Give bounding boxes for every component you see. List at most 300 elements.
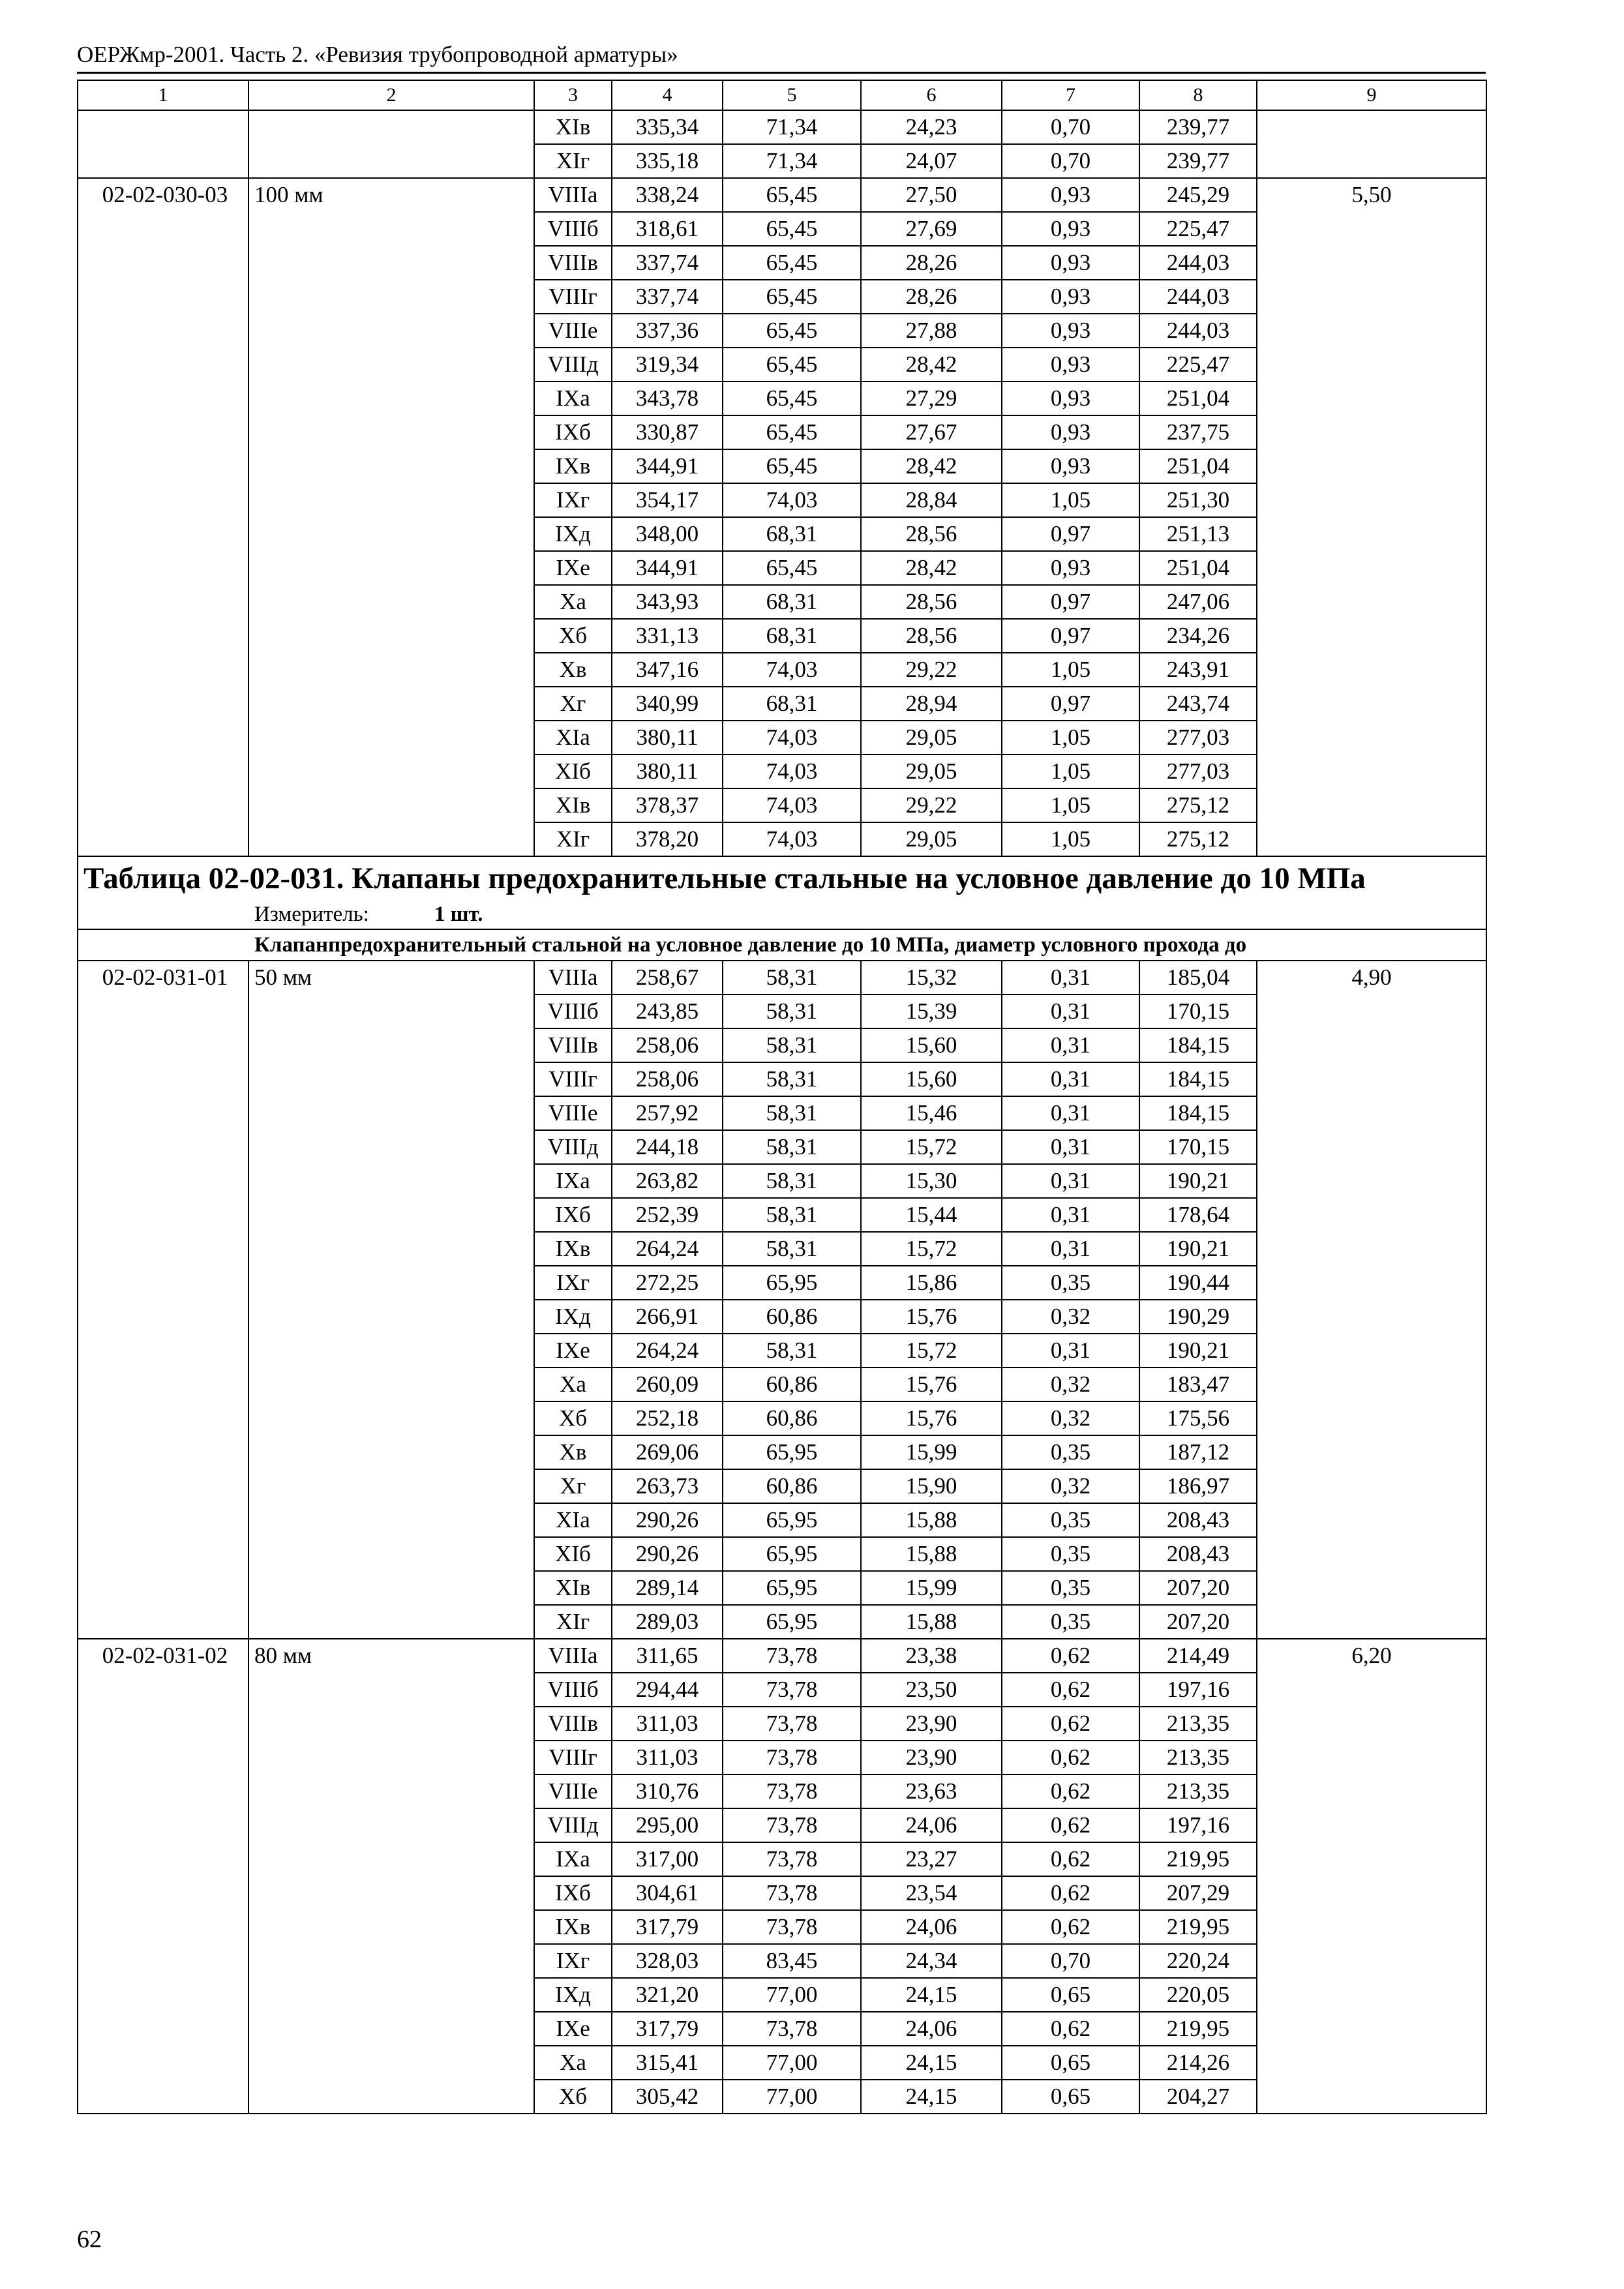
column-number: 6 [861,80,1002,110]
column-number: 7 [1002,80,1139,110]
value-cell: 277,03 [1139,755,1257,788]
value-cell: 29,05 [861,822,1002,856]
value-cell: 1,05 [1002,721,1139,755]
zone-cell: IXг [534,1266,612,1300]
value-cell: 24,06 [861,2012,1002,2046]
value-cell: 243,91 [1139,653,1257,687]
value-cell: 0,97 [1002,517,1139,551]
value-cell: 73,78 [723,1741,861,1774]
value-cell: 24,06 [861,1910,1002,1944]
value-cell: 74,03 [723,755,861,788]
value-cell: 251,04 [1139,449,1257,483]
value-cell: 243,74 [1139,687,1257,721]
value-cell: 340,99 [612,687,723,721]
zone-cell: Xв [534,1435,612,1469]
zone-cell: Xа [534,585,612,619]
value-cell: 0,97 [1002,585,1139,619]
value-cell: 23,90 [861,1707,1002,1741]
table-title-row [78,856,1486,900]
value-cell: 225,47 [1139,212,1257,246]
value-cell: 380,11 [612,721,723,755]
value-cell: 65,95 [723,1266,861,1300]
value-cell: 243,85 [612,995,723,1028]
weight-cell: 6,20 [1257,1639,1486,2114]
diameter: 50 мм [248,961,534,1639]
value-cell: 1,05 [1002,788,1139,822]
value-cell: 0,70 [1002,110,1139,144]
zone-cell: VIIIа [534,178,612,212]
zone-cell: VIIIе [534,1096,612,1130]
table-row [78,178,1486,212]
value-cell: 74,03 [723,788,861,822]
value-cell: 225,47 [1139,348,1257,382]
zone-cell: Xг [534,1469,612,1503]
rate-code: 02-02-031-02 [78,1639,248,2114]
value-cell: 0,65 [1002,1978,1139,2012]
value-cell: 0,35 [1002,1605,1139,1639]
value-cell: 58,31 [723,1164,861,1198]
value-cell: 244,03 [1139,314,1257,348]
value-cell: 354,17 [612,483,723,517]
value-cell: 0,62 [1002,1842,1139,1876]
column-number-row [78,80,1486,110]
value-cell: 0,32 [1002,1300,1139,1334]
value-cell: 305,42 [612,2080,723,2114]
value-cell: 263,73 [612,1469,723,1503]
value-cell: 258,06 [612,1028,723,1062]
value-cell: 0,93 [1002,449,1139,483]
value-cell: 83,45 [723,1944,861,1978]
value-cell: 73,78 [723,1774,861,1808]
value-cell: 74,03 [723,822,861,856]
value-cell: 244,18 [612,1130,723,1164]
value-cell: 23,90 [861,1741,1002,1774]
value-cell: 251,13 [1139,517,1257,551]
value-cell: 65,45 [723,178,861,212]
value-cell: 0,62 [1002,2012,1139,2046]
zone-cell: VIIIд [534,1808,612,1842]
value-cell: 234,26 [1139,619,1257,653]
measure-value: 1 шт. [434,903,483,926]
value-cell: 213,35 [1139,1774,1257,1808]
table-row [78,110,1486,144]
value-cell: 27,88 [861,314,1002,348]
value-cell: 264,24 [612,1232,723,1266]
value-cell: 251,04 [1139,382,1257,415]
value-cell: 65,95 [723,1571,861,1605]
value-cell: 0,31 [1002,995,1139,1028]
value-cell: 0,35 [1002,1503,1139,1537]
value-cell: 337,36 [612,314,723,348]
value-cell: 65,45 [723,246,861,280]
value-cell: 0,35 [1002,1537,1139,1571]
value-cell: 60,86 [723,1401,861,1435]
value-cell: 220,24 [1139,1944,1257,1978]
value-cell: 0,35 [1002,1266,1139,1300]
value-cell: 187,12 [1139,1435,1257,1469]
value-cell: 328,03 [612,1944,723,1978]
value-cell: 213,35 [1139,1741,1257,1774]
value-cell: 343,93 [612,585,723,619]
zone-cell: IXд [534,1978,612,2012]
description: Клапанпредохранительный стальной на условное давление до 10 МПа, диаметр условного прохода до [78,929,1486,961]
value-cell: 29,05 [861,721,1002,755]
measure-label: Измеритель: [254,903,369,926]
value-cell: 321,20 [612,1978,723,2012]
value-cell: 175,56 [1139,1401,1257,1435]
value-cell: 220,05 [1139,1978,1257,2012]
value-cell: 28,26 [861,280,1002,314]
value-cell: 65,95 [723,1605,861,1639]
value-cell: 24,34 [861,1944,1002,1978]
value-cell: 331,13 [612,619,723,653]
value-cell: 60,86 [723,1469,861,1503]
diameter: 80 мм [248,1639,534,2114]
zone-cell: VIIIг [534,1741,612,1774]
value-cell: 0,32 [1002,1401,1139,1435]
column-number: 2 [248,80,534,110]
value-cell: 258,06 [612,1062,723,1096]
value-cell: 244,03 [1139,246,1257,280]
value-cell: 0,93 [1002,551,1139,585]
zone-cell: IXб [534,1198,612,1232]
value-cell: 65,95 [723,1435,861,1469]
value-cell: 311,65 [612,1639,723,1673]
value-cell: 239,77 [1139,144,1257,178]
value-cell: 184,15 [1139,1096,1257,1130]
value-cell: 71,34 [723,110,861,144]
value-cell: 68,31 [723,687,861,721]
value-cell: 1,05 [1002,483,1139,517]
value-cell: 15,90 [861,1469,1002,1503]
value-cell: 15,60 [861,1062,1002,1096]
value-cell: 0,65 [1002,2080,1139,2114]
zone-cell: IXа [534,1164,612,1198]
value-cell: 289,14 [612,1571,723,1605]
value-cell: 244,03 [1139,280,1257,314]
value-cell: 263,82 [612,1164,723,1198]
value-cell: 15,99 [861,1435,1002,1469]
value-cell: 73,78 [723,1876,861,1910]
rates-table [77,80,1487,2114]
value-cell: 0,31 [1002,1232,1139,1266]
rate-code: 02-02-031-01 [78,961,248,1639]
value-cell: 266,91 [612,1300,723,1334]
value-cell: 208,43 [1139,1537,1257,1571]
value-cell: 0,32 [1002,1469,1139,1503]
value-cell: 289,03 [612,1605,723,1639]
value-cell: 251,04 [1139,551,1257,585]
value-cell: 15,46 [861,1096,1002,1130]
value-cell: 15,86 [861,1266,1002,1300]
value-cell: 15,88 [861,1503,1002,1537]
value-cell: 0,35 [1002,1435,1139,1469]
value-cell: 29,05 [861,755,1002,788]
value-cell: 0,62 [1002,1876,1139,1910]
value-cell: 74,03 [723,483,861,517]
value-cell: 178,64 [1139,1198,1257,1232]
value-cell: 28,26 [861,246,1002,280]
value-cell: 27,29 [861,382,1002,415]
value-cell: 0,93 [1002,415,1139,449]
value-cell: 68,31 [723,585,861,619]
weight-cell: 4,90 [1257,961,1486,1639]
value-cell: 65,45 [723,551,861,585]
zone-cell: XIа [534,1503,612,1537]
value-cell: 0,97 [1002,619,1139,653]
value-cell: 1,05 [1002,653,1139,687]
measure-cell [78,900,1486,929]
value-cell: 204,27 [1139,2080,1257,2114]
description-row [78,929,1486,961]
value-cell: 0,70 [1002,144,1139,178]
zone-cell: VIIIа [534,1639,612,1673]
zone-cell: XIг [534,144,612,178]
value-cell: 15,44 [861,1198,1002,1232]
value-cell: 58,31 [723,1334,861,1368]
value-cell: 257,92 [612,1096,723,1130]
value-cell: 60,86 [723,1368,861,1401]
value-cell: 310,76 [612,1774,723,1808]
table-title-block [78,856,1486,961]
zone-cell: XIв [534,1571,612,1605]
value-cell: 74,03 [723,721,861,755]
column-number: 4 [612,80,723,110]
value-cell: 0,31 [1002,1130,1139,1164]
zone-cell: VIIIа [534,961,612,995]
value-cell: 0,93 [1002,178,1139,212]
diameter [248,110,534,178]
header-rule [77,72,1486,74]
value-cell: 28,84 [861,483,1002,517]
value-cell: 15,30 [861,1164,1002,1198]
value-cell: 185,04 [1139,961,1257,995]
value-cell: 186,97 [1139,1469,1257,1503]
zone-cell: VIIIв [534,1707,612,1741]
column-number: 5 [723,80,861,110]
value-cell: 0,62 [1002,1774,1139,1808]
value-cell: 190,21 [1139,1334,1257,1368]
zone-cell: IXа [534,1842,612,1876]
value-cell: 77,00 [723,2046,861,2080]
value-cell: 184,15 [1139,1062,1257,1096]
value-cell: 214,49 [1139,1639,1257,1673]
value-cell: 304,61 [612,1876,723,1910]
value-cell: 258,67 [612,961,723,995]
value-cell: 269,06 [612,1435,723,1469]
table-row [78,1639,1486,1673]
value-cell: 0,31 [1002,1164,1139,1198]
value-cell: 27,50 [861,178,1002,212]
value-cell: 311,03 [612,1741,723,1774]
document-header: ОЕРЖмр-2001. Часть 2. «Ревизия трубопроводной арматуры» [77,42,678,67]
value-cell: 275,12 [1139,788,1257,822]
value-cell: 184,15 [1139,1028,1257,1062]
zone-cell: IXв [534,1232,612,1266]
zone-cell: IXе [534,2012,612,2046]
value-cell: 77,00 [723,2080,861,2114]
value-cell: 0,62 [1002,1639,1139,1673]
value-cell: 29,22 [861,653,1002,687]
value-cell: 272,25 [612,1266,723,1300]
value-cell: 348,00 [612,517,723,551]
zone-cell: VIIIг [534,280,612,314]
value-cell: 24,15 [861,2046,1002,2080]
value-cell: 58,31 [723,1062,861,1096]
value-cell: 73,78 [723,1910,861,1944]
value-cell: 74,03 [723,653,861,687]
value-cell: 290,26 [612,1537,723,1571]
value-cell: 311,03 [612,1707,723,1741]
value-cell: 27,67 [861,415,1002,449]
value-cell: 65,95 [723,1537,861,1571]
value-cell: 0,62 [1002,1673,1139,1707]
zone-cell: XIв [534,788,612,822]
value-cell: 65,45 [723,415,861,449]
value-cell: 23,27 [861,1842,1002,1876]
value-cell: 318,61 [612,212,723,246]
value-cell: 15,72 [861,1334,1002,1368]
value-cell: 0,93 [1002,314,1139,348]
value-cell: 28,56 [861,517,1002,551]
table-title: Таблица 02-02-031. Клапаны предохранительные стальные на условное давление до 10 МПа [78,856,1486,900]
value-cell: 24,15 [861,2080,1002,2114]
value-cell: 77,00 [723,1978,861,2012]
value-cell: 317,79 [612,1910,723,1944]
zone-cell: XIг [534,1605,612,1639]
value-cell: 58,31 [723,1096,861,1130]
measure-row [78,900,1486,929]
value-cell: 0,31 [1002,1334,1139,1368]
value-cell: 170,15 [1139,1130,1257,1164]
value-cell: 15,32 [861,961,1002,995]
value-cell: 0,35 [1002,1571,1139,1605]
value-cell: 15,88 [861,1605,1002,1639]
zone-cell: Xб [534,2080,612,2114]
zone-cell: IXд [534,517,612,551]
value-cell: 15,76 [861,1300,1002,1334]
rate-code [78,110,248,178]
value-cell: 65,95 [723,1503,861,1537]
value-cell: 190,21 [1139,1232,1257,1266]
value-cell: 73,78 [723,1808,861,1842]
value-cell: 237,75 [1139,415,1257,449]
value-cell: 219,95 [1139,2012,1257,2046]
value-cell: 245,29 [1139,178,1257,212]
value-cell: 24,23 [861,110,1002,144]
column-number: 9 [1257,80,1486,110]
value-cell: 65,45 [723,314,861,348]
zone-cell: XIг [534,822,612,856]
weight-cell [1257,110,1486,178]
value-cell: 239,77 [1139,110,1257,144]
value-cell: 335,34 [612,110,723,144]
value-cell: 0,62 [1002,1707,1139,1741]
value-cell: 65,45 [723,382,861,415]
value-cell: 28,42 [861,348,1002,382]
value-cell: 24,06 [861,1808,1002,1842]
value-cell: 0,93 [1002,212,1139,246]
zone-cell: IXд [534,1300,612,1334]
value-cell: 337,74 [612,280,723,314]
zone-cell: VIIIб [534,1673,612,1707]
value-cell: 15,60 [861,1028,1002,1062]
value-cell: 197,16 [1139,1808,1257,1842]
value-cell: 0,31 [1002,1096,1139,1130]
value-cell: 29,22 [861,788,1002,822]
value-cell: 73,78 [723,1673,861,1707]
zone-cell: VIIIе [534,1774,612,1808]
page-number: 62 [77,2226,102,2253]
value-cell: 344,91 [612,449,723,483]
zone-cell: Xб [534,1401,612,1435]
value-cell: 58,31 [723,1198,861,1232]
value-cell: 207,29 [1139,1876,1257,1910]
value-cell: 264,24 [612,1334,723,1368]
table-body [78,80,1486,856]
value-cell: 0,62 [1002,1741,1139,1774]
value-cell: 58,31 [723,961,861,995]
table-body-2 [78,961,1486,2114]
value-cell: 23,38 [861,1639,1002,1673]
zone-cell: VIIIд [534,1130,612,1164]
value-cell: 0,31 [1002,1028,1139,1062]
zone-cell: VIIIб [534,995,612,1028]
value-cell: 23,50 [861,1673,1002,1707]
column-number: 3 [534,80,612,110]
value-cell: 28,56 [861,585,1002,619]
value-cell: 68,31 [723,517,861,551]
value-cell: 330,87 [612,415,723,449]
value-cell: 58,31 [723,1130,861,1164]
zone-cell: IXе [534,551,612,585]
zone-cell: IXа [534,382,612,415]
column-number: 8 [1139,80,1257,110]
value-cell: 60,86 [723,1300,861,1334]
zone-cell: VIIIв [534,246,612,280]
value-cell: 1,05 [1002,822,1139,856]
zone-cell: VIIIд [534,348,612,382]
column-number: 1 [78,80,248,110]
value-cell: 170,15 [1139,995,1257,1028]
value-cell: 28,42 [861,551,1002,585]
value-cell: 190,29 [1139,1300,1257,1334]
value-cell: 337,74 [612,246,723,280]
value-cell: 219,95 [1139,1842,1257,1876]
zone-cell: VIIIе [534,314,612,348]
value-cell: 380,11 [612,755,723,788]
zone-cell: VIIIв [534,1028,612,1062]
value-cell: 0,93 [1002,246,1139,280]
value-cell: 0,93 [1002,348,1139,382]
value-cell: 183,47 [1139,1368,1257,1401]
value-cell: 58,31 [723,1232,861,1266]
zone-cell: XIб [534,755,612,788]
zone-cell: IXб [534,1876,612,1910]
value-cell: 58,31 [723,1028,861,1062]
zone-cell: XIб [534,1537,612,1571]
value-cell: 15,99 [861,1571,1002,1605]
value-cell: 251,30 [1139,483,1257,517]
zone-cell: Xа [534,2046,612,2080]
value-cell: 247,06 [1139,585,1257,619]
weight-cell: 5,50 [1257,178,1486,856]
zone-cell: IXв [534,1910,612,1944]
value-cell: 208,43 [1139,1503,1257,1537]
value-cell: 15,88 [861,1537,1002,1571]
value-cell: 24,15 [861,1978,1002,2012]
value-cell: 68,31 [723,619,861,653]
